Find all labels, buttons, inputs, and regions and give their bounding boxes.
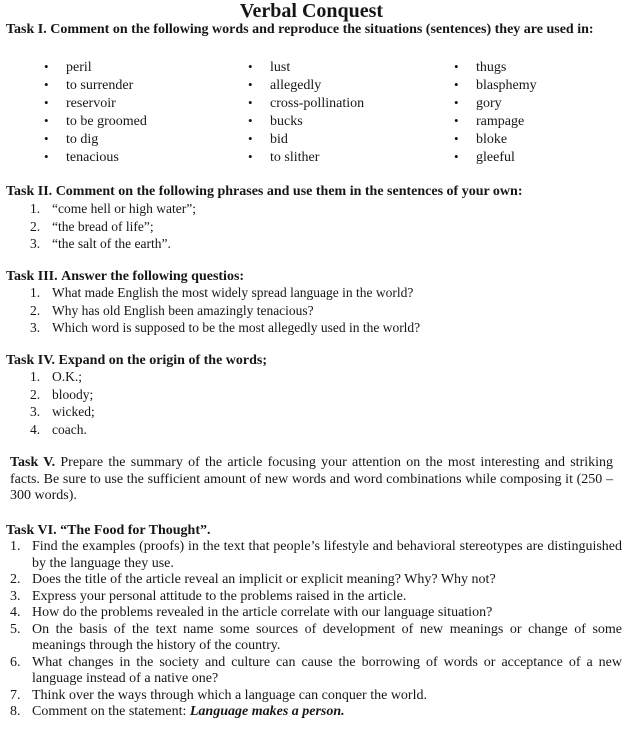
bullet-icon: • — [454, 77, 459, 92]
list-item: 3. “the salt of the earth”. — [30, 236, 171, 251]
list-item: 7. Think over the ways through which a language can conquer the world. — [10, 687, 427, 703]
list-item: 2. “the bread of life”; — [30, 218, 154, 234]
bullet-icon: • — [248, 149, 253, 164]
bullet-icon: • — [248, 131, 253, 146]
task6-last-prefix: Comment on the statement: — [32, 704, 187, 719]
list-item: • gory — [454, 95, 502, 111]
list-item: 5. On the basis of the text name some sources of development of new meanings or change of some meanings through the history of the country. — [10, 621, 622, 653]
task6-heading — [6, 522, 211, 539]
list-item: 1. What made English the most widely spread language in the world? — [30, 285, 414, 300]
bullet-icon: • — [454, 131, 459, 146]
list-item: 4. How do the problems revealed in the article correlate with our language situation? — [10, 605, 493, 620]
bullet-icon: • — [44, 113, 49, 128]
bullet-icon: • — [454, 95, 459, 110]
list-item: • reservoir — [44, 95, 116, 111]
list-item: • to be groomed — [44, 113, 147, 129]
task5-paragraph — [10, 455, 613, 505]
task6-label: Task VI. — [6, 523, 57, 538]
bullet-icon: • — [248, 77, 253, 92]
task1-heading — [6, 22, 614, 39]
list-item: • bid — [248, 131, 288, 147]
task6-list — [10, 539, 622, 721]
task1-column-1 — [44, 58, 147, 166]
bullet-icon: • — [44, 77, 49, 92]
task2-heading — [6, 183, 523, 200]
task2-text: Comment on the following phrases and use them in the sentences of your own: — [55, 184, 523, 199]
list-item: 3. wicked; — [30, 404, 95, 419]
task4-text: Expand on the origin of the words; — [58, 353, 268, 368]
list-item: • allegedly — [248, 77, 322, 93]
task3-label: Task III. — [6, 269, 58, 284]
list-item: • bucks — [248, 113, 303, 129]
bullet-icon: • — [44, 131, 49, 146]
task1-column-2 — [248, 58, 364, 166]
list-item: 8. Comment on the statement: Language makes a person. — [10, 704, 345, 719]
bullet-icon: • — [44, 149, 49, 164]
list-item: • peril — [44, 59, 92, 75]
list-item: • tenacious — [44, 149, 119, 165]
list-item: 1. O.K.; — [30, 369, 82, 384]
list-item: • to dig — [44, 131, 99, 147]
task4-label: Task IV. — [6, 353, 56, 368]
task6-text: “The Food for Thought”. — [60, 523, 211, 538]
list-item: • lust — [248, 59, 291, 75]
list-item: 3. Express your personal attitude to the problems raised in the article. — [10, 588, 407, 604]
task4-list — [30, 368, 95, 438]
task1-text: Comment on the following words and reproduce the situations (sentences) they are used in: — [50, 22, 594, 37]
bullet-icon: • — [44, 95, 49, 110]
list-item: • to slither — [248, 149, 320, 165]
bullet-icon: • — [248, 113, 253, 128]
list-item: 2. Why has old English been amazingly tenacious? — [30, 302, 314, 318]
task6-last-emphasis: Language makes a person. — [189, 704, 345, 719]
bullet-icon: • — [248, 59, 253, 74]
list-item: 3. Which word is supposed to be the most allegedly used in the world? — [30, 320, 421, 335]
list-item: • to surrender — [44, 77, 134, 93]
bullet-icon: • — [454, 149, 459, 164]
list-item: • cross-pollination — [248, 95, 365, 111]
list-item: 2. Does the title of the article reveal an implicit or explicit meaning? Why? Why not? — [10, 572, 496, 587]
list-item: • rampage — [454, 113, 525, 129]
task3-list — [30, 284, 420, 337]
task2-label: Task II. — [6, 184, 53, 199]
list-item: 2. bloody; — [30, 386, 94, 402]
bullet-icon: • — [44, 59, 49, 74]
bullet-icon: • — [248, 95, 253, 110]
task1-column-3 — [454, 58, 537, 166]
task5-label: Task V. — [10, 455, 56, 470]
bullet-icon: • — [454, 59, 459, 74]
list-item: • gleeful — [454, 149, 515, 165]
list-item: • bloke — [454, 131, 508, 147]
task1-label: Task I. — [6, 22, 47, 37]
list-item: 6. What changes in the society and culture can cause the borrowing of words or acceptance of a new language instead of a native one? — [10, 654, 622, 686]
list-item: 4. coach. — [30, 421, 87, 437]
list-item: • thugs — [454, 59, 507, 75]
task5-text: Prepare the summary of the article focusing your attention on the most interesting and striking facts. Be sure to use the sufficient amount of new words and word combinations while composing it (250 – 300 words). — [10, 455, 614, 503]
list-item: • blasphemy — [454, 77, 537, 93]
task4-heading — [6, 352, 267, 369]
list-item: 1. Find the examples (proofs) in the text that people’s lifestyle and behavioral stereotypes are distinguished by the language they use. — [10, 539, 622, 571]
page-title: Verbal Conquest — [239, 0, 384, 22]
bullet-icon: • — [454, 113, 459, 128]
list-item: 1. “come hell or high water”; — [30, 201, 196, 216]
task3-text: Answer the following questios: — [61, 269, 245, 284]
task3-heading — [6, 268, 244, 285]
task2-list — [30, 200, 196, 253]
